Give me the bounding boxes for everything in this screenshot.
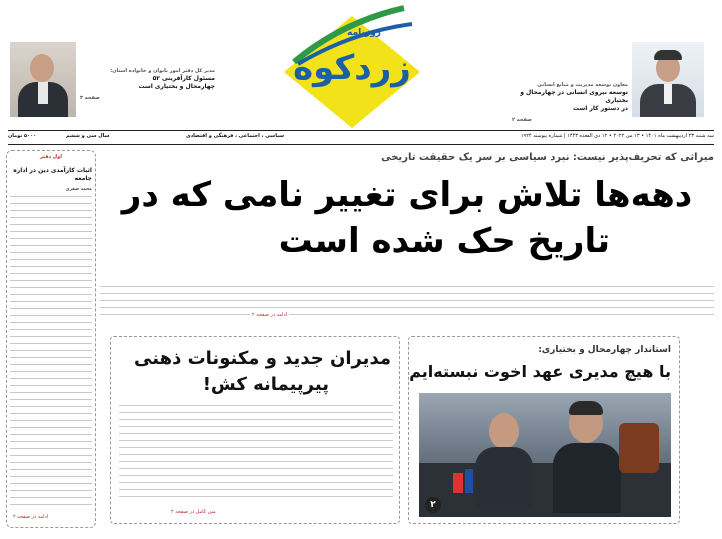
left-column-body xyxy=(10,196,92,511)
left-column-author: محمد صفری xyxy=(65,186,92,192)
masthead xyxy=(0,0,722,130)
left-column[interactable] xyxy=(6,150,96,528)
main-story-continue[interactable]: ادامه در صفحه ۲ xyxy=(252,312,288,318)
right-promo-line3: در دستور کار است xyxy=(573,105,628,112)
dateline xyxy=(8,132,714,144)
right-story-kicker: استاندار چهارمحال و بختیاری: xyxy=(538,345,671,355)
dateline-year: سال سی و ششم xyxy=(66,133,110,139)
dateline-bottom-rule xyxy=(8,144,714,145)
right-promo[interactable] xyxy=(512,38,712,123)
left-column-continue[interactable]: ادامه در صفحه ۲ xyxy=(13,514,49,520)
right-story[interactable] xyxy=(408,336,680,524)
dateline-top-rule xyxy=(8,130,714,131)
logo-small-text: روزنامه xyxy=(347,28,381,38)
right-story-photo xyxy=(419,393,671,517)
right-promo-line1: معاون توسعه مدیریت و منابع انسانی xyxy=(537,82,628,88)
left-promo[interactable] xyxy=(10,38,215,120)
right-story-page-badge[interactable]: ۲ xyxy=(425,497,441,513)
main-story-headline-2: تاریخ حک شده است xyxy=(278,221,610,261)
right-promo-line2: توسعه نیروی انسانی در چهارمحال و بختیاری xyxy=(520,89,628,104)
dateline-date: سه شنبه ۲۳ اردیبهشت ماه ۱۴۰۱ • ۱۳ می ۲۰۲۲ • ۱۲ ذی القعده ۱۴۴۳ | شماره پیوسته ۱۹۲۴ xyxy=(520,133,714,139)
center-story-continue[interactable]: متن کامل در صفحه ۲ xyxy=(171,509,216,515)
left-promo-line1: مدیر کل دفتر امور بانوان و خانواده استان: xyxy=(110,68,215,74)
left-promo-page-ref: صفحه ۳ xyxy=(80,95,100,101)
main-story[interactable] xyxy=(100,148,714,328)
right-promo-photo xyxy=(632,42,704,117)
left-promo-photo xyxy=(10,42,76,117)
left-promo-line3: چهارمحال و بختیاری است xyxy=(138,83,215,90)
left-column-header: اول دفتر xyxy=(40,154,62,160)
dateline-sections: سیاسی ، اجتماعی ، فرهنگی و اقتصادی xyxy=(186,133,285,139)
right-story-headline: با هیچ مدیری عهد اخوت نبسته‌ایم xyxy=(409,362,671,381)
dateline-price: ۵۰۰۰ تومان xyxy=(8,133,37,139)
right-promo-page-ref: صفحه ۲ xyxy=(512,117,532,123)
left-promo-line2: مسئول کارآفرینی ۵۲ xyxy=(152,75,215,82)
main-story-headline-1: دهه‌ها تلاش برای تغییر نامی که در xyxy=(121,175,693,215)
center-story-headline-2: پیرپیمانه کش! xyxy=(202,374,329,395)
logo-main-text: زردکوه xyxy=(293,48,411,88)
center-story-headline-1: مدیران جدید و مکنونات ذهنی xyxy=(134,348,391,369)
center-story-body xyxy=(119,405,393,501)
main-story-kicker: میراثی که تحریف‌پذیر نیست: نبرد سیاسی بر سر یک حقیقت تاریخی xyxy=(381,152,714,163)
center-story[interactable] xyxy=(110,336,400,524)
left-column-title: اثبات کارآمدی دین در اداره جامعه xyxy=(13,167,92,182)
newspaper-logo xyxy=(272,2,432,130)
main-story-body xyxy=(100,286,714,320)
